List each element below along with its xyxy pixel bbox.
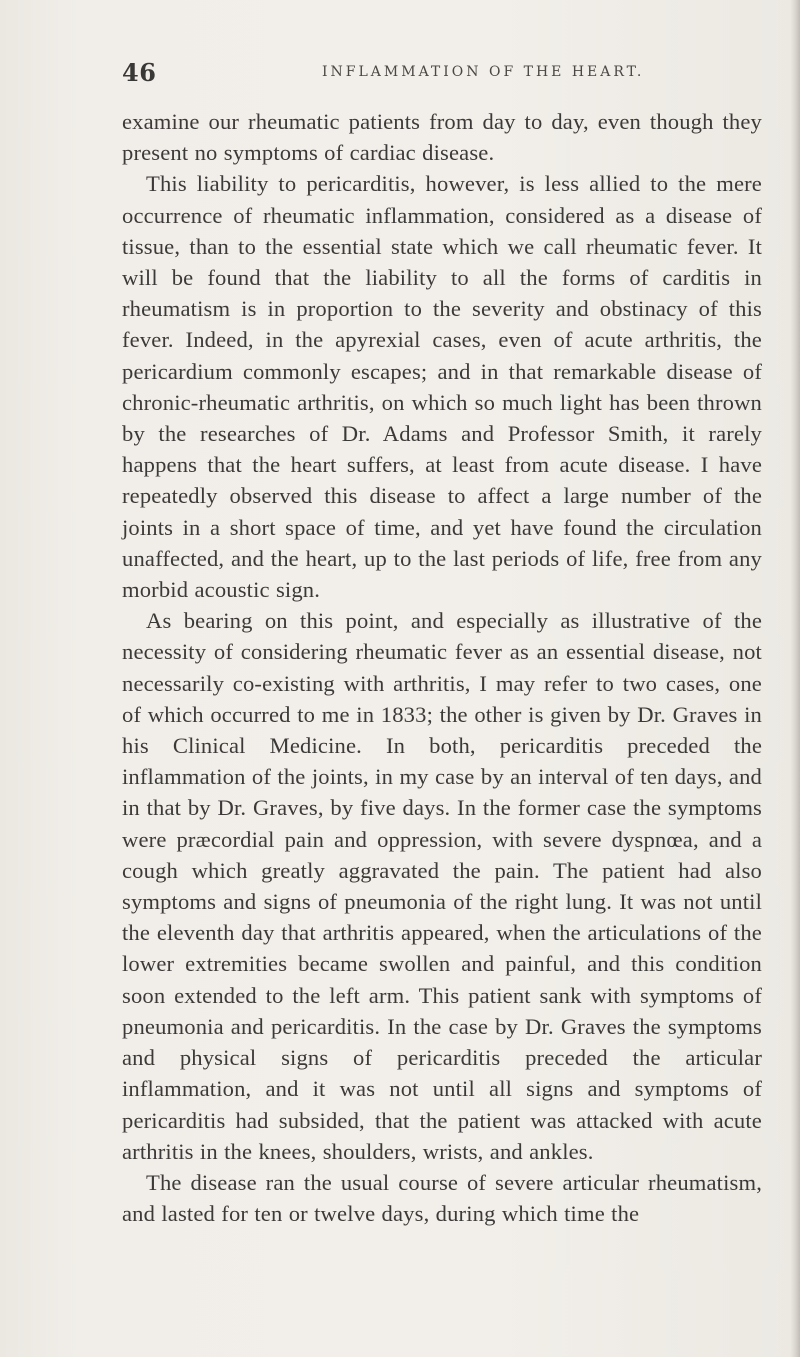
paragraph-continuation: examine our rheumatic patients from day to day, even though they present no symptoms of cardiac disease.	[122, 109, 762, 166]
paragraph-liability: This liability to pericarditis, however, is less allied to the mere occurrence of rheumatic inflammation, considered as a disease of tissue, than to the essential state which we call rheumatic fever. It will be found that the liability to all the forms of carditis in rheumatism is in proportion to the severity and obstinacy of this fever. Indeed, in the apyrexial cases, even of acute arthritis, the pericardium commonly escapes; and in that remarkable disease of chronic-rheumatic arthritis, on which so much light has been thrown by the researches of Dr. Adams and Professor Smith, it rarely happens that the heart suffers, at least from acute disease. I have repeatedly observed this disease to affect a large number of the joints in a short space of time, and yet have found the circulation unaffected, and the heart, up to the last periods of life, free from any morbid acoustic sign.	[122, 171, 762, 603]
running-head	[122, 58, 722, 86]
paragraph-cases: As bearing on this point, and especially as illustrative of the necessity of considering rheumatic fever as an essential disease, not necessarily co-existing with arthritis, I may refer to two cases, one of which occurred to me in 1833; the other is given by Dr. Graves in his Clinical Medicine. In both, pericarditis preceded the inflammation of the joints, in my case by an interval of ten days, and in that by Dr. Graves, by five days. In the former case the symptoms were præcordial pain and oppression, with severe dyspnœa, and a cough which greatly aggravated the pain. The patient had also symptoms and signs of pneumonia of the right lung. It was not until the eleventh day that arthritis appeared, when the articulations of the lower extremities became swollen and painful, and this condition soon extended to the left arm. This patient sank with symptoms of pneumonia and pericarditis. In the case by Dr. Graves the symptoms and physical signs of pericarditis preceded the articular inflammation, and it was not until all signs and symptoms of pericarditis had subsided, that the patient was attacked with acute arthritis in the knees, shoulders, wrists, and ankles.	[122, 608, 762, 1164]
body-text	[122, 106, 762, 1229]
paragraph-disease-course: The disease ran the usual course of severe articular rheumatism, and lasted for ten or twelve days, during which time the	[122, 1169, 762, 1227]
page-number: 46	[122, 58, 157, 87]
running-title: INFLAMMATION OF THE HEART.	[322, 64, 645, 80]
page-edge-shadow	[790, 0, 800, 1357]
